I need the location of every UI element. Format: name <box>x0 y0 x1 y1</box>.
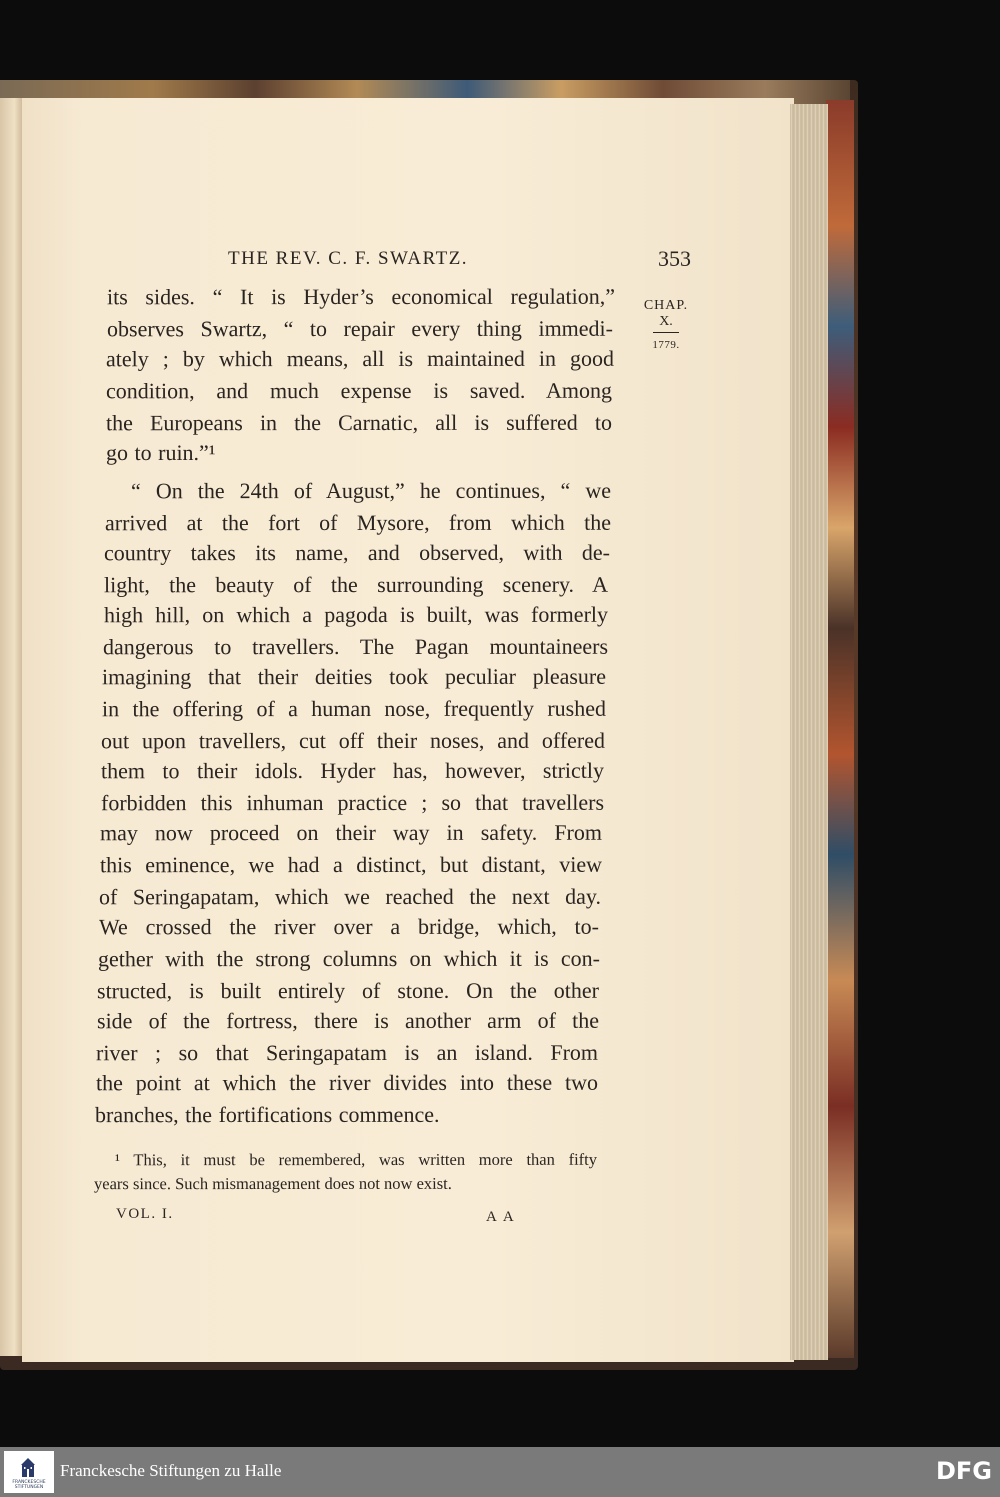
text-line: branches, the fortifications commence. <box>94 1101 440 1128</box>
text-line: of Seringapatam, which we reached the next day. <box>98 883 602 910</box>
text-line: forbidden this inhuman practice ; so that travellers <box>100 789 605 816</box>
margin-rule <box>653 332 679 333</box>
text-line: side of the fortress, there is another arm of the <box>96 1007 600 1034</box>
chapter-label: CHAP. <box>643 298 689 313</box>
text-line: high hill, on which a pagoda is built, was formerly <box>103 601 609 628</box>
text-line: structed, is built entirely of stone. On the other <box>96 977 600 1004</box>
text-line: observes Swartz, “ to repair every thing immedi- <box>106 315 614 342</box>
footnote-line: ¹ This, it must be remembered, was written more than fifty <box>114 1149 598 1170</box>
signature-mark: A A <box>486 1209 516 1225</box>
margin-note <box>630 298 702 351</box>
text-line: may now proceed on their way in safety. From <box>99 819 603 846</box>
footnote-line: years since. Such mismanagement does not now exist. <box>93 1173 452 1194</box>
volume-signature: VOL. I. <box>116 1206 174 1222</box>
text-line: this eminence, we had a distinct, but distant, view <box>99 851 603 878</box>
building-icon <box>21 1457 35 1477</box>
text-line: them to their idols. Hyder has, however, strictly <box>100 757 605 784</box>
text-line: the point at which the river divides into these two <box>95 1069 599 1096</box>
chapter-number: X. <box>659 314 673 329</box>
institution-name[interactable]: Franckesche Stiftungen zu Halle <box>60 1461 282 1480</box>
running-title: THE REV. C. F. SWARTZ. <box>228 248 469 269</box>
text-line: the Europeans in the Carnatic, all is suffered to <box>105 409 613 436</box>
text-line: in the offering of a human nose, frequently rushed <box>101 695 607 722</box>
dfg-logo[interactable]: DFG <box>935 1457 992 1485</box>
marbled-right-edge <box>826 100 854 1358</box>
text-line: its sides. “ It is Hyder’s economical regulation,” <box>106 283 616 310</box>
page-header <box>0 248 1000 278</box>
left-page-edge <box>0 98 24 1356</box>
text-line: arrived at the fort of Mysore, from which the <box>104 509 612 536</box>
text-line: go to ruin.”¹ <box>105 439 216 466</box>
margin-year: 1779. <box>652 339 680 351</box>
text-line: “ On the 24th of August,” he continues, “ we <box>130 477 612 504</box>
text-line: country takes its name, and observed, with de- <box>103 539 611 566</box>
page-number: 353 <box>658 246 691 271</box>
text-line: gether with the strong columns on which it is con- <box>97 945 601 972</box>
footer-bar <box>0 1447 1000 1497</box>
text-line: imagining that their deities took peculiar pleasure <box>101 663 607 690</box>
text-line: ately ; by which means, all is maintained in good <box>105 345 615 372</box>
text-line: condition, and much expense is saved. Among <box>105 377 613 404</box>
logo-text: FRANCKESCHE STIFTUNGEN <box>12 1480 46 1490</box>
text-line: river ; so that Seringapatam is an island. From <box>95 1039 599 1066</box>
text-line: dangerous to travellers. The Pagan mountaineers <box>102 633 609 660</box>
institution-logo[interactable] <box>4 1451 54 1493</box>
text-line: light, the beauty of the surrounding scenery. A <box>103 571 609 598</box>
text-line: We crossed the river over a bridge, which, to- <box>98 913 600 940</box>
text-line: out upon travellers, cut off their noses, and offered <box>100 727 606 754</box>
page-fore-edge <box>790 104 828 1360</box>
